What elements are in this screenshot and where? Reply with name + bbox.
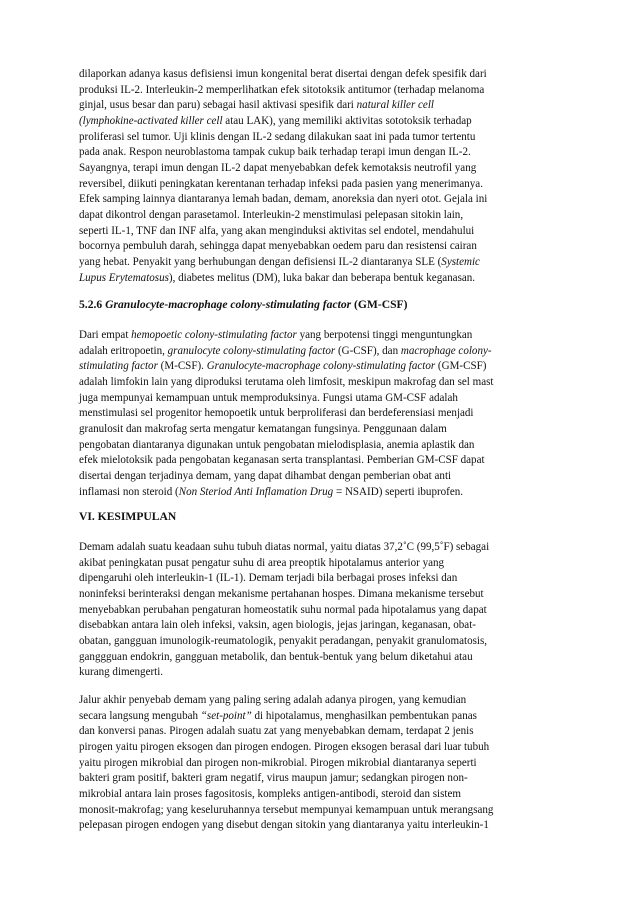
text-segment: (M-CSF). — [157, 360, 207, 373]
text-segment: pirogen yaitu pirogen eksogen dan pirogen endogen. Pirogen eksogen berasal dari luar tubuh — [79, 740, 490, 753]
text-line — [79, 485, 563, 501]
text-segment: bocornya pembuluh darah, sehingga dapat menyebabkan oedem paru dan resistensi cairan — [79, 240, 477, 253]
text-segment: Efek samping lainnya diantaranya lemah badan, demam, anoreksia dan nyeri otot. Gejala ini — [79, 193, 488, 206]
text-segment: efek mielotoksik pada pengobatan keganasan serta transplantasi. Pemberian GM-CSF dapat — [79, 454, 485, 467]
text-line — [79, 771, 563, 787]
text-segment: (G-CSF), dan — [335, 344, 401, 357]
text-segment: di hipotalamus, menghasilkan pembentukan panas — [251, 709, 477, 722]
text-segment: bakteri gram positif, bakteri gram negatif, virus maupun jamur; sedangkan pirogen non- — [79, 772, 468, 785]
text-line — [79, 145, 563, 161]
text-line — [79, 787, 563, 803]
text-line — [79, 453, 563, 469]
text-line — [79, 83, 563, 99]
text-segment: mikrobial antara lain proses fagositosis, kompleks antigen-antibodi, steroid dan sistem — [79, 787, 461, 800]
text-line — [79, 271, 563, 287]
text-line — [79, 571, 563, 587]
text-segment: dilaporkan adanya kasus defisiensi imun kongenital berat disertai dengan defek spesifik dari — [79, 68, 487, 80]
italic-text: hemopoetic colony-stimulating factor — [131, 329, 297, 341]
text-line — [79, 756, 563, 772]
text-segment: pada anak. Respon neuroblastoma tampak cukup baik terhadap terapi imun dengan IL-2. — [79, 146, 471, 159]
text-segment: reversibel, diikuti peningkatan kerentanan terhadap infeksi pada pasien yang menerimanya. — [79, 177, 483, 190]
text-segment: dipengaruhi oleh interleukin-1 (IL-1). Demam terjadi bila berbagai proses infeksi dan — [79, 572, 458, 585]
text-segment: menyebabkan perubahan pengaturan homeostatik suhu normal pada hipotalamus yang dapat — [79, 603, 487, 616]
italic-text: Systemic — [441, 255, 480, 268]
text-line — [79, 406, 563, 422]
text-segment: disebabkan antara lain oleh infeksi, vaksin, agen biologis, jejas jaringan, keganasan, obat- — [79, 619, 476, 632]
italic-text: Lupus Erytematosus — [79, 271, 169, 284]
text-segment: inflamasi non steroid ( — [79, 485, 179, 498]
text-segment: VI. KESIMPULAN — [79, 510, 177, 523]
text-segment: atau LAK), yang memiliki aktivitas sototoksik terhadap — [222, 114, 472, 127]
text-segment: adalah limfokin lain yang diproduksi terutama oleh limfosit, meskipun makrofag dan sel mast — [79, 375, 494, 388]
text-line — [79, 67, 563, 83]
paragraph-2 — [79, 328, 563, 500]
paragraph-1 — [79, 67, 563, 286]
text-line — [79, 224, 563, 240]
text-line — [79, 344, 563, 360]
text-line — [79, 297, 563, 313]
text-segment: yang hebat. Penyakit yang berhubungan dengan defisiensi IL-2 diantaranya SLE ( — [79, 255, 442, 268]
text-line — [79, 540, 563, 556]
text-line — [79, 438, 563, 454]
italic-text: macrophage colony- — [400, 344, 492, 357]
section-heading-kesimpulan — [79, 509, 563, 525]
text-line — [79, 114, 563, 130]
text-line — [79, 803, 563, 819]
text-line — [79, 587, 563, 603]
text-segment: kurang dimengerti. — [79, 666, 164, 679]
text-segment: adalah eritropoetin, — [79, 344, 168, 357]
text-line — [79, 693, 563, 709]
text-line — [79, 618, 563, 634]
text-segment: = NSAID) seperti ibuprofen. — [333, 485, 464, 498]
text-segment: secara langsung mengubah — [79, 709, 201, 722]
text-segment: yang berpotensi tinggi menguntungkan — [296, 329, 473, 341]
text-segment: seperti IL-1, TNF dan INF alfa, yang akan menginduksi aktivitas sel endotel, mendahului — [79, 224, 475, 237]
text-segment: proliferasi sel tumor. Uji klinis dengan IL-2 sedang dilakukan saat ini pada tumor tertentu — [79, 130, 476, 143]
italic-text: (lymphokine-activated killer cell — [79, 114, 223, 127]
text-segment: (GM-CSF) — [435, 360, 487, 373]
italic-text: Granulocyte-macrophage colony-stimulating factor — [105, 298, 352, 311]
text-line — [79, 192, 563, 208]
text-line — [79, 665, 563, 681]
text-line — [79, 818, 563, 834]
text-line — [79, 161, 563, 177]
text-segment: pengobatan diantaranya digunakan untuk pengobatan mielodisplasia, anemia aplastik dan — [79, 438, 475, 451]
text-line — [79, 359, 563, 375]
text-segment: dapat dikontrol dengan parasetamol. Interleukin-2 menstimulasi pelepasan sitokin lain, — [79, 208, 464, 221]
text-segment: monosit-makrofag; yang keseluruhannya tersebut mempunyai kemampuan untuk merangsang — [79, 803, 494, 816]
text-segment: Dari empat — [79, 329, 132, 341]
text-segment: (GM-CSF) — [351, 298, 408, 311]
text-segment: ginjal, usus besar dan paru) sebagai hasil aktivasi spesifik dari — [79, 99, 357, 112]
text-segment: dan konversi panas. Pirogen adalah suatu zat yang menyebabkan demam, terdapat 2 jenis — [79, 725, 474, 738]
paragraph-3 — [79, 540, 563, 681]
text-segment: produksi IL-2. Interleukin-2 memperlihatkan efek sitotoksik antitumor (terhadap melanoma — [79, 83, 485, 96]
text-segment: granulosit dan makrofag serta mengatur kematangan fungsinya. Penggunaan dalam — [79, 422, 447, 435]
text-line — [79, 724, 563, 740]
text-line — [79, 255, 563, 271]
text-segment: Demam adalah suatu keadaan suhu tubuh diatas normal, yaitu diatas 37,2˚C (99,5˚F) sebagai — [79, 541, 490, 553]
text-segment: pelepasan pirogen endogen yang disebut dengan sitokin yang diantaranya yaitu interleukin-1 — [79, 819, 489, 832]
text-line — [79, 375, 563, 391]
italic-text: “set-point” — [200, 709, 252, 722]
italic-text: granulocyte colony-stimulating factor — [167, 344, 336, 357]
text-line — [79, 130, 563, 146]
text-line — [79, 208, 563, 224]
italic-text: Granulocyte-macrophage colony-stimulating factor — [206, 360, 436, 373]
text-line — [79, 509, 563, 525]
italic-text: stimulating factor — [79, 360, 158, 373]
text-line — [79, 391, 563, 407]
paragraph-4 — [79, 693, 563, 834]
text-line — [79, 650, 563, 666]
text-line — [79, 556, 563, 572]
text-segment: Jalur akhir penyebab demam yang paling sering adalah adanya pirogen, yang kemudian — [79, 694, 467, 706]
text-line — [79, 422, 563, 438]
text-line — [79, 709, 563, 725]
text-segment: 5.2.6 — [79, 298, 106, 311]
section-heading-gm-csf — [79, 297, 563, 313]
italic-text: natural killer cell — [356, 99, 434, 112]
italic-text: Non Steriod Anti Inflamation Drug — [178, 485, 334, 498]
text-line — [79, 469, 563, 485]
text-line — [79, 98, 563, 114]
text-segment: ), diabetes melitus (DM), luka bakar dan beberapa bentuk keganasan. — [168, 271, 476, 284]
text-line — [79, 603, 563, 619]
text-segment: noninfeksi berinteraksi dengan mekanisme pertahanan hospes. Dimana mekanisme tersebut — [79, 587, 484, 600]
text-line — [79, 328, 563, 344]
text-segment: ganggguan endokrin, gangguan metabolik, dan bentuk-bentuk yang belum diketahui atau — [79, 650, 473, 663]
text-line — [79, 740, 563, 756]
text-line — [79, 239, 563, 255]
text-line — [79, 177, 563, 193]
text-segment: disertai dengan terjadinya demam, yang dapat dihambat dengan pemberian obat anti — [79, 469, 452, 482]
text-line — [79, 634, 563, 650]
text-segment: obatan, gangguan imunologik-reumatologik, penyakit peradangan, penyakit granulomatosis, — [79, 634, 488, 647]
text-segment: juga mempunyai kemampuan untuk memproduksinya. Fungsi utama GM-CSF adalah — [79, 391, 458, 404]
text-segment: akibat peningkatan pusat pengatur suhu di area preoptik hipotalamus anterior yang — [79, 556, 445, 569]
text-segment: Sayangnya, terapi imun dengan IL-2 dapat menyebabkan defek kemotaksis neutrofil yang — [79, 161, 477, 174]
text-segment: yaitu pirogen mikrobial dan pirogen non-mikrobial. Pirogen mikrobial diantaranya seperti — [79, 756, 477, 769]
text-segment: menstimulasi sel progenitor hemopoetik untuk berproliferasi dan berdeferensiasi menjadi — [79, 407, 474, 420]
